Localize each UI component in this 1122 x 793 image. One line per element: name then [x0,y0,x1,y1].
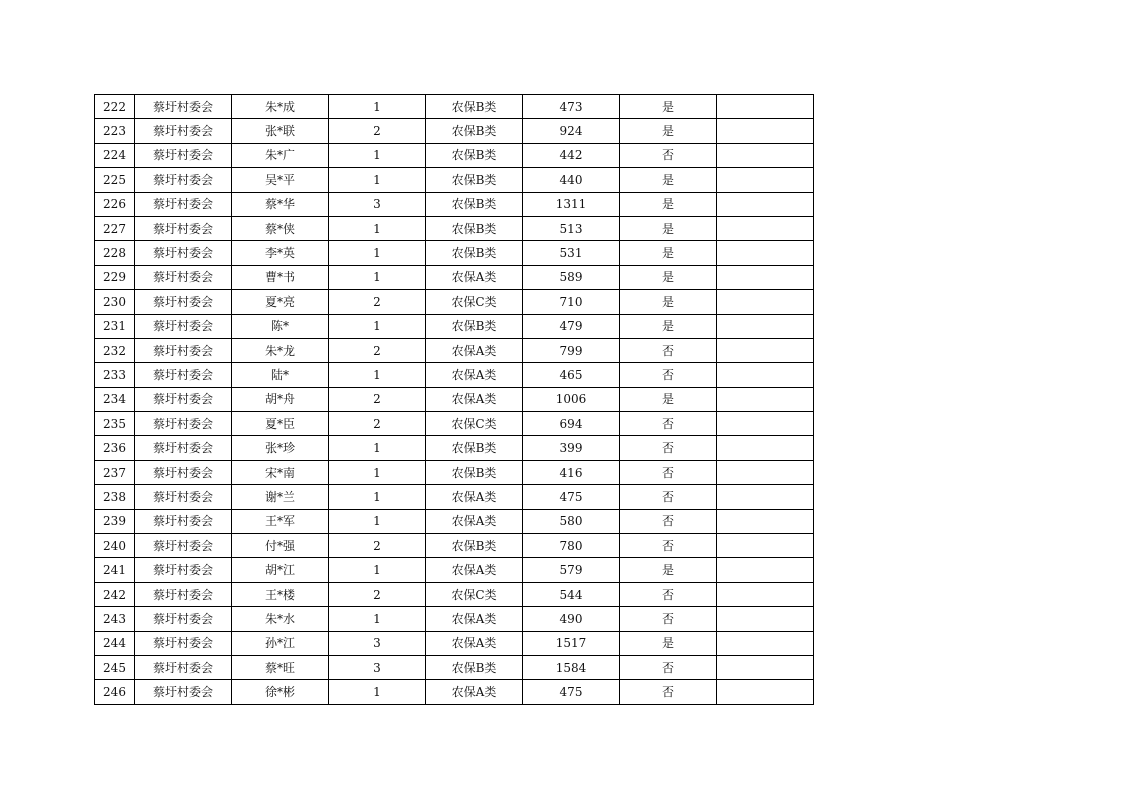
name-cell: 孙*江 [232,631,329,655]
row-number-cell: 226 [95,192,135,216]
row-number-cell: 230 [95,290,135,314]
name-cell: 王*楼 [232,582,329,606]
note-cell [717,387,814,411]
insurance-type-cell: 农保B类 [426,143,523,167]
row-number-cell: 244 [95,631,135,655]
table-row [95,607,814,631]
name-cell: 宋*南 [232,460,329,484]
note-cell [717,631,814,655]
household-count-cell: 1 [329,265,426,289]
status-cell: 是 [620,241,717,265]
amount-cell: 1311 [523,192,620,216]
status-cell: 是 [620,631,717,655]
insurance-type-cell: 农保C类 [426,582,523,606]
household-count-cell: 1 [329,241,426,265]
status-cell: 否 [620,143,717,167]
note-cell [717,436,814,460]
village-cell: 蔡圩村委会 [135,509,232,533]
row-number-cell: 223 [95,119,135,143]
insurance-type-cell: 农保B类 [426,192,523,216]
household-count-cell: 1 [329,314,426,338]
row-number-cell: 237 [95,460,135,484]
note-cell [717,680,814,704]
amount-cell: 780 [523,534,620,558]
row-number-cell: 222 [95,95,135,119]
status-cell: 否 [620,363,717,387]
amount-cell: 475 [523,485,620,509]
insurance-type-cell: 农保C类 [426,412,523,436]
note-cell [717,168,814,192]
household-count-cell: 1 [329,607,426,631]
status-cell: 是 [620,387,717,411]
name-cell: 蔡*华 [232,192,329,216]
household-count-cell: 1 [329,168,426,192]
village-cell: 蔡圩村委会 [135,485,232,509]
note-cell [717,338,814,362]
insurance-type-cell: 农保B类 [426,655,523,679]
note-cell [717,119,814,143]
row-number-cell: 243 [95,607,135,631]
household-count-cell: 2 [329,534,426,558]
amount-cell: 710 [523,290,620,314]
row-number-cell: 232 [95,338,135,362]
insurance-type-cell: 农保A类 [426,363,523,387]
status-cell: 否 [620,509,717,533]
amount-cell: 1006 [523,387,620,411]
table-row [95,314,814,338]
row-number-cell: 225 [95,168,135,192]
row-number-cell: 235 [95,412,135,436]
note-cell [717,607,814,631]
village-cell: 蔡圩村委会 [135,680,232,704]
row-number-cell: 229 [95,265,135,289]
note-cell [717,314,814,338]
household-count-cell: 2 [329,412,426,436]
row-number-cell: 234 [95,387,135,411]
row-number-cell: 242 [95,582,135,606]
amount-cell: 440 [523,168,620,192]
insurance-type-cell: 农保B类 [426,314,523,338]
table-row [95,265,814,289]
table-row [95,290,814,314]
name-cell: 朱*广 [232,143,329,167]
table-row [95,387,814,411]
amount-cell: 399 [523,436,620,460]
village-cell: 蔡圩村委会 [135,119,232,143]
name-cell: 胡*舟 [232,387,329,411]
amount-cell: 490 [523,607,620,631]
amount-cell: 513 [523,216,620,240]
table-row [95,460,814,484]
name-cell: 朱*龙 [232,338,329,362]
note-cell [717,290,814,314]
data-table [94,94,814,705]
note-cell [717,363,814,387]
insurance-type-cell: 农保A类 [426,265,523,289]
village-cell: 蔡圩村委会 [135,363,232,387]
insurance-type-cell: 农保A类 [426,485,523,509]
amount-cell: 1517 [523,631,620,655]
amount-cell: 475 [523,680,620,704]
note-cell [717,460,814,484]
insurance-type-cell: 农保B类 [426,460,523,484]
household-count-cell: 2 [329,338,426,362]
table-row [95,216,814,240]
name-cell: 徐*彬 [232,680,329,704]
status-cell: 是 [620,314,717,338]
table-row [95,485,814,509]
row-number-cell: 227 [95,216,135,240]
amount-cell: 544 [523,582,620,606]
village-cell: 蔡圩村委会 [135,338,232,362]
name-cell: 张*珍 [232,436,329,460]
status-cell: 否 [620,412,717,436]
status-cell: 是 [620,558,717,582]
village-cell: 蔡圩村委会 [135,192,232,216]
status-cell: 是 [620,192,717,216]
village-cell: 蔡圩村委会 [135,412,232,436]
row-number-cell: 231 [95,314,135,338]
status-cell: 否 [620,338,717,362]
insurance-type-cell: 农保B类 [426,95,523,119]
village-cell: 蔡圩村委会 [135,216,232,240]
insurance-type-cell: 农保B类 [426,119,523,143]
name-cell: 陆* [232,363,329,387]
name-cell: 李*英 [232,241,329,265]
village-cell: 蔡圩村委会 [135,558,232,582]
insurance-type-cell: 农保B类 [426,216,523,240]
village-cell: 蔡圩村委会 [135,265,232,289]
insurance-type-cell: 农保A类 [426,387,523,411]
village-cell: 蔡圩村委会 [135,607,232,631]
village-cell: 蔡圩村委会 [135,582,232,606]
row-number-cell: 238 [95,485,135,509]
status-cell: 否 [620,460,717,484]
village-cell: 蔡圩村委会 [135,436,232,460]
insurance-type-cell: 农保A类 [426,558,523,582]
household-count-cell: 1 [329,436,426,460]
insurance-type-cell: 农保A类 [426,631,523,655]
note-cell [717,558,814,582]
amount-cell: 924 [523,119,620,143]
household-count-cell: 1 [329,143,426,167]
village-cell: 蔡圩村委会 [135,631,232,655]
name-cell: 曹*书 [232,265,329,289]
village-cell: 蔡圩村委会 [135,168,232,192]
name-cell: 胡*江 [232,558,329,582]
amount-cell: 1584 [523,655,620,679]
note-cell [717,216,814,240]
row-number-cell: 224 [95,143,135,167]
table-row [95,436,814,460]
table-row [95,363,814,387]
name-cell: 付*强 [232,534,329,558]
status-cell: 是 [620,216,717,240]
name-cell: 谢*兰 [232,485,329,509]
table-row [95,143,814,167]
table-row [95,241,814,265]
table-row [95,168,814,192]
amount-cell: 479 [523,314,620,338]
insurance-type-cell: 农保A类 [426,680,523,704]
note-cell [717,95,814,119]
household-count-cell: 3 [329,192,426,216]
village-cell: 蔡圩村委会 [135,290,232,314]
insurance-type-cell: 农保B类 [426,168,523,192]
household-count-cell: 2 [329,290,426,314]
name-cell: 王*军 [232,509,329,533]
amount-cell: 579 [523,558,620,582]
status-cell: 是 [620,265,717,289]
row-number-cell: 239 [95,509,135,533]
row-number-cell: 241 [95,558,135,582]
amount-cell: 416 [523,460,620,484]
name-cell: 蔡*旺 [232,655,329,679]
table-row [95,534,814,558]
table-row [95,582,814,606]
table-row [95,95,814,119]
village-cell: 蔡圩村委会 [135,534,232,558]
village-cell: 蔡圩村委会 [135,241,232,265]
insurance-type-cell: 农保C类 [426,290,523,314]
household-count-cell: 1 [329,460,426,484]
amount-cell: 589 [523,265,620,289]
household-count-cell: 1 [329,95,426,119]
note-cell [717,655,814,679]
amount-cell: 799 [523,338,620,362]
name-cell: 朱*成 [232,95,329,119]
note-cell [717,241,814,265]
note-cell [717,412,814,436]
table-row [95,558,814,582]
row-number-cell: 245 [95,655,135,679]
amount-cell: 465 [523,363,620,387]
row-number-cell: 233 [95,363,135,387]
table-row [95,655,814,679]
name-cell: 朱*水 [232,607,329,631]
household-count-cell: 1 [329,363,426,387]
status-cell: 是 [620,119,717,143]
note-cell [717,582,814,606]
household-count-cell: 1 [329,509,426,533]
name-cell: 夏*亮 [232,290,329,314]
name-cell: 张*联 [232,119,329,143]
table-row [95,192,814,216]
note-cell [717,534,814,558]
household-count-cell: 2 [329,119,426,143]
village-cell: 蔡圩村委会 [135,387,232,411]
table-row [95,509,814,533]
insurance-type-cell: 农保A类 [426,509,523,533]
status-cell: 否 [620,655,717,679]
row-number-cell: 240 [95,534,135,558]
amount-cell: 531 [523,241,620,265]
household-count-cell: 1 [329,680,426,704]
amount-cell: 442 [523,143,620,167]
village-cell: 蔡圩村委会 [135,314,232,338]
household-count-cell: 3 [329,655,426,679]
row-number-cell: 246 [95,680,135,704]
status-cell: 否 [620,680,717,704]
note-cell [717,509,814,533]
table-row [95,119,814,143]
status-cell: 否 [620,582,717,606]
status-cell: 否 [620,436,717,460]
note-cell [717,485,814,509]
insurance-type-cell: 农保A类 [426,607,523,631]
household-count-cell: 1 [329,216,426,240]
amount-cell: 580 [523,509,620,533]
table-row [95,680,814,704]
note-cell [717,192,814,216]
village-cell: 蔡圩村委会 [135,655,232,679]
name-cell: 吴*平 [232,168,329,192]
status-cell: 是 [620,168,717,192]
row-number-cell: 236 [95,436,135,460]
note-cell [717,143,814,167]
village-cell: 蔡圩村委会 [135,143,232,167]
village-cell: 蔡圩村委会 [135,460,232,484]
note-cell [717,265,814,289]
household-count-cell: 2 [329,582,426,606]
status-cell: 是 [620,95,717,119]
household-count-cell: 2 [329,387,426,411]
status-cell: 否 [620,534,717,558]
insurance-type-cell: 农保A类 [426,338,523,362]
amount-cell: 694 [523,412,620,436]
name-cell: 蔡*侠 [232,216,329,240]
table-body [95,95,814,705]
status-cell: 否 [620,607,717,631]
amount-cell: 473 [523,95,620,119]
insurance-type-cell: 农保B类 [426,534,523,558]
name-cell: 陈* [232,314,329,338]
village-cell: 蔡圩村委会 [135,95,232,119]
insurance-type-cell: 农保B类 [426,436,523,460]
row-number-cell: 228 [95,241,135,265]
household-count-cell: 1 [329,485,426,509]
table-row [95,631,814,655]
name-cell: 夏*臣 [232,412,329,436]
insurance-type-cell: 农保B类 [426,241,523,265]
table-row [95,412,814,436]
table-row [95,338,814,362]
household-count-cell: 1 [329,558,426,582]
household-count-cell: 3 [329,631,426,655]
status-cell: 是 [620,290,717,314]
status-cell: 否 [620,485,717,509]
